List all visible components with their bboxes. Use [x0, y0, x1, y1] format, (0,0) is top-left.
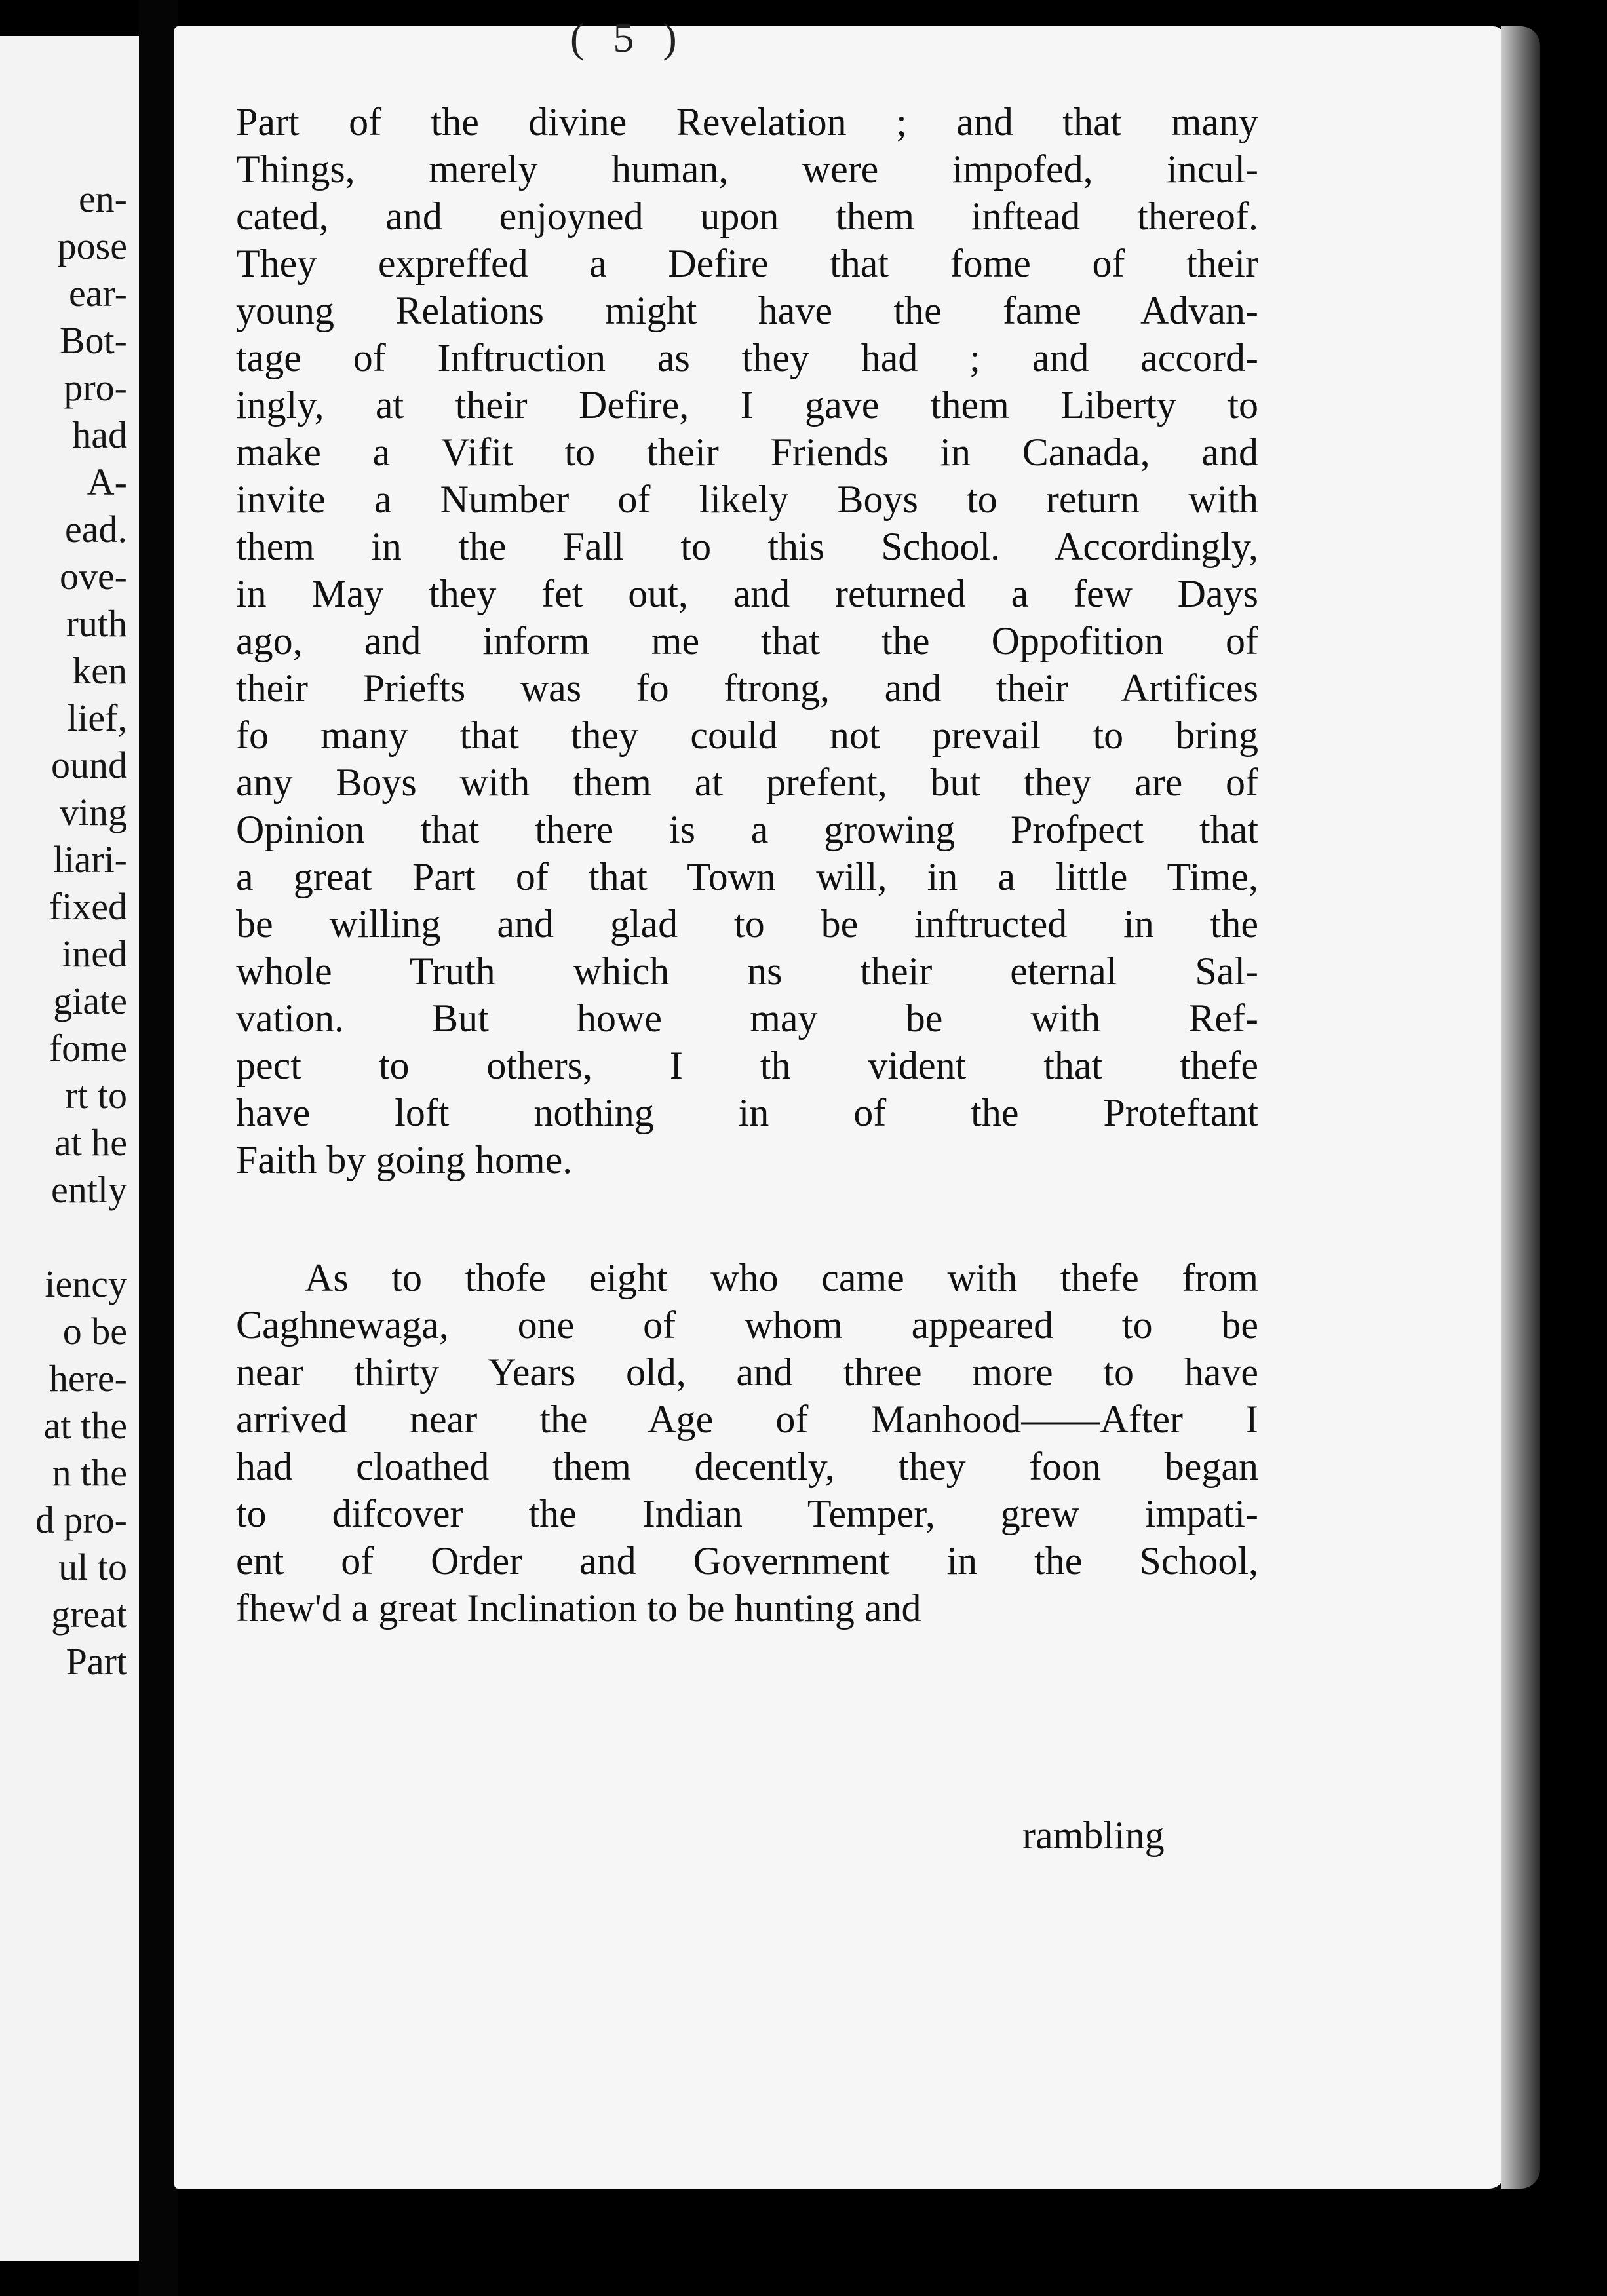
fragment-line: had — [72, 413, 127, 456]
catchword: rambling — [1022, 1814, 1165, 1857]
fragment-line: great — [51, 1593, 127, 1636]
fragment-line: pro- — [64, 366, 127, 409]
text-line: them in the Fall to this School. Accordingly, — [236, 525, 1258, 568]
fragment-line: ul to — [58, 1546, 127, 1588]
fragment-line: ound — [51, 744, 127, 786]
paragraph-1 — [236, 98, 1258, 1183]
text-line: vation. But howe may be with Ref- — [236, 997, 1258, 1040]
fragment-line: n the — [52, 1451, 127, 1494]
text-line: to difcover the Indian Temper, grew impati- — [236, 1492, 1258, 1535]
text-line: ent of Order and Government in the School, — [236, 1539, 1258, 1582]
text-line: a great Part of that Town will, in a little Time, — [236, 855, 1258, 898]
fragment-line: en- — [78, 178, 127, 220]
text-line: have loft nothing in of the Proteftant — [236, 1091, 1258, 1134]
page-text — [236, 98, 1258, 1632]
text-line: invite a Number of likely Boys to return with — [236, 478, 1258, 521]
fragment-line: giate — [53, 980, 127, 1022]
fragment-line: rt to — [64, 1074, 127, 1117]
fragment-line: at the — [43, 1404, 127, 1447]
fragment-line: ear- — [69, 272, 127, 315]
text-line: pect to others, I th vident that thefe — [236, 1044, 1258, 1087]
fragment-line: o be — [62, 1310, 127, 1352]
text-line: had cloathed them decently, they foon began — [236, 1445, 1258, 1488]
fragment-line: ently — [51, 1168, 127, 1211]
previous-page-fragment — [0, 36, 139, 2261]
fragment-line: d pro- — [35, 1499, 127, 1541]
text-line: tage of Inftruction as they had ; and accord- — [236, 336, 1258, 379]
fragment-line: fixed — [48, 885, 127, 928]
fragment-line: Bot- — [59, 319, 127, 362]
fragment-line: ined — [62, 932, 127, 975]
text-line: arrived near the Age of Manhood——After I — [236, 1398, 1258, 1441]
text-line: ingly, at their Defire, I gave them Liberty to — [236, 383, 1258, 427]
fragment-line: ving — [59, 791, 127, 833]
paragraph-2 — [236, 1254, 1258, 1632]
text-line: fo many that they could not prevail to bring — [236, 714, 1258, 757]
text-line: in May they fet out, and returned a few Days — [236, 572, 1258, 615]
fragment-line: liari- — [53, 838, 127, 881]
text-line: any Boys with them at prefent, but they are of — [236, 761, 1258, 804]
text-line: As to thofe eight who came with thefe from — [305, 1256, 1258, 1299]
fragment-line: ruth — [66, 602, 127, 645]
text-line: They expreffed a Defire that fome of their — [236, 242, 1258, 285]
text-line: near thirty Years old, and three more to have — [236, 1350, 1258, 1394]
fragment-line: ove- — [59, 555, 127, 598]
fragment-line: here- — [48, 1357, 127, 1400]
text-line: make a Vifit to their Friends in Canada, and — [236, 430, 1258, 474]
text-line: Opinion that there is a growing Profpect that — [236, 808, 1258, 851]
text-line: Caghnewaga, one of whom appeared to be — [236, 1303, 1258, 1347]
fragment-line: ead. — [65, 508, 127, 550]
text-line: their Priefts was fo ftrong, and their Artifices — [236, 666, 1258, 710]
fragment-line: fome — [48, 1027, 127, 1069]
text-line: Part of the divine Revelation ; and that many — [236, 100, 1258, 144]
text-line: young Relations might have the fame Advan- — [236, 289, 1258, 332]
text-line: Things, merely human, were impofed, incul- — [236, 147, 1258, 191]
page-edge — [1501, 26, 1540, 2189]
text-line: ago, and inform me that the Oppofition of — [236, 619, 1258, 662]
text-line: whole Truth which ns their eternal Sal- — [236, 949, 1258, 993]
fragment-line: ken — [72, 649, 127, 692]
text-line: Faith by going home. — [236, 1138, 573, 1181]
book-gutter — [139, 0, 178, 2296]
text-line: be willing and glad to be inftructed in the — [236, 902, 1258, 946]
fragment-line: A- — [87, 461, 127, 503]
text-line: cated, and enjoyned upon them inftead thereof. — [236, 195, 1258, 238]
fragment-line: lief, — [67, 697, 127, 739]
fragment-line: pose — [57, 225, 127, 267]
fragment-line: Part — [66, 1640, 127, 1683]
text-line: fhew'd a great Inclination to be hunting and — [236, 1586, 921, 1630]
fragment-line: at he — [54, 1121, 127, 1164]
page-header: ( 5 ) — [570, 14, 686, 61]
fragment-line: iency — [45, 1263, 127, 1305]
